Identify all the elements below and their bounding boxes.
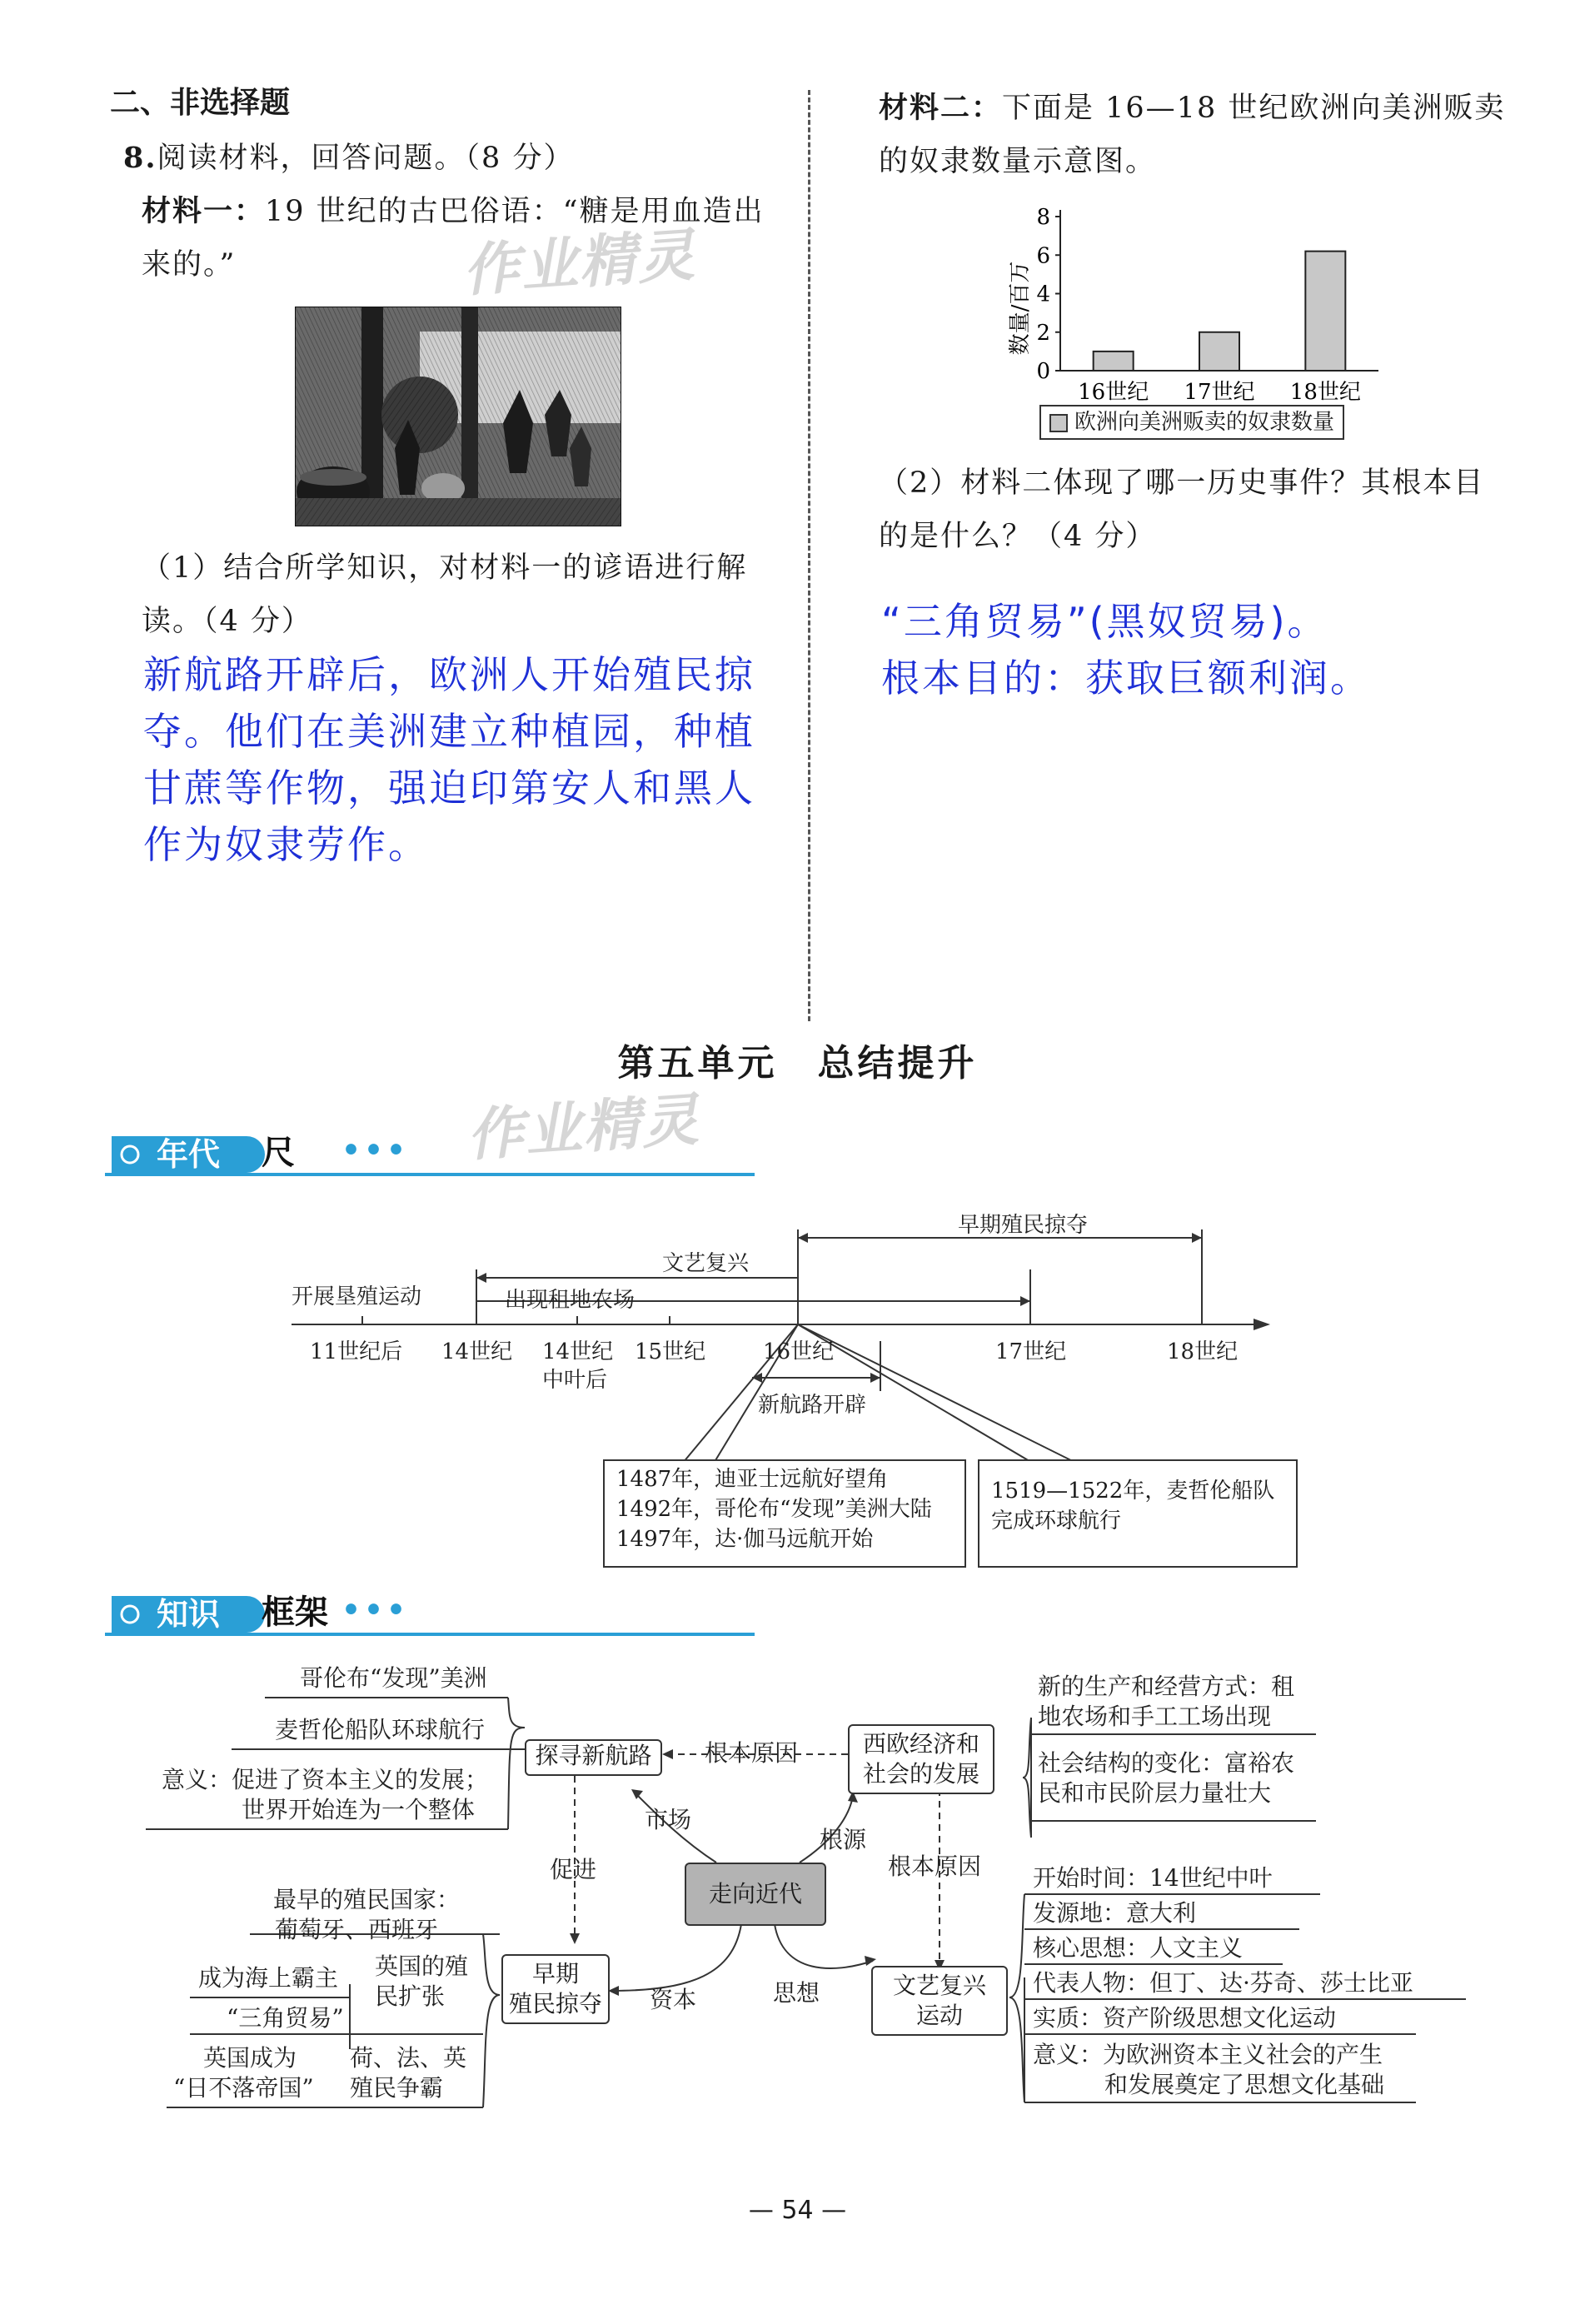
bar	[1094, 352, 1134, 371]
header-dots-icon: •••	[341, 1133, 410, 1168]
unit-title: 第五单元 总结提升	[617, 1042, 978, 1085]
axis-label: 14世纪	[441, 1339, 513, 1364]
leftTop-item: 意义：促进了资本主义的发展；	[162, 1766, 489, 1793]
leftBottom-item: 英国的殖	[375, 1952, 469, 1980]
sub-question-2-line2: 的是什么？（4 分）	[879, 520, 1157, 553]
sub-question-2-line1: （2）材料二体现了哪一历史事件？其根本目	[879, 466, 1485, 500]
bar	[1199, 332, 1239, 371]
mindmap-tab-suffix: 框架	[262, 1593, 328, 1632]
magellan-box	[978, 1459, 1298, 1568]
timeline-tab-label: 年代	[157, 1136, 221, 1173]
axis-label: 14世纪	[542, 1339, 614, 1364]
rightBottom-item: 意义：为欧洲资本主义社会的产生	[1033, 2041, 1383, 2068]
voyages-box	[603, 1459, 966, 1568]
y-tick-label: 2	[1036, 320, 1050, 346]
magellan-item: 1519—1522年，麦哲伦船队	[991, 1479, 1275, 1504]
question-text: 阅读材料，回答问题。（8 分）	[157, 142, 575, 175]
page-number: — 54 —	[748, 2196, 847, 2225]
leftTop-item: 世界开始连为一个整体	[242, 1796, 476, 1823]
answer-2-line: 根本目的：获取巨额利润。	[881, 656, 1371, 701]
node-line: 早期	[531, 1960, 579, 1987]
x-tick-label: 16世纪	[1078, 380, 1149, 405]
material2-line2: 的奴隶数量示意图。	[879, 145, 1157, 178]
voyage-item: 1492年，哥伦布“发现”美洲大陆	[616, 1497, 932, 1522]
leftBottom-item: “三角贸易”	[227, 2004, 344, 2032]
rightBottom-item: 和发展奠定了思想文化基础	[1104, 2071, 1385, 2098]
rightBottom-item: 实质：资产阶级思想文化运动	[1033, 2004, 1337, 2032]
sub-question-1-line1: （1）结合所学知识，对材料一的谚语进行解	[142, 551, 748, 585]
axis-label: 18世纪	[1167, 1339, 1239, 1364]
leftBottom-item: 成为海上霸主	[198, 1964, 339, 1992]
rightBottom-item: 代表人物：但丁、达·芬奇、莎士比亚	[1033, 1969, 1413, 1997]
answer-1-line: 夺。他们在美洲建立种植园，种植	[143, 709, 755, 754]
mindmap-section-header	[105, 1589, 755, 1639]
node-early-plunder	[501, 1954, 610, 2024]
edge-label-market: 市场	[645, 1806, 692, 1833]
rightBottom-item: 开始时间：14世纪中叶	[1033, 1864, 1273, 1892]
question-stem	[123, 132, 574, 185]
leftTop-item: 哥伦布“发现”美洲	[300, 1664, 487, 1692]
leftBottom-item: 英国成为	[203, 2044, 297, 2072]
timeline-tab-suffix: 尺	[262, 1134, 295, 1172]
bar	[1305, 252, 1345, 371]
node-renaissance	[871, 1966, 1008, 2036]
watermark: 作业精灵	[461, 222, 698, 305]
header-dots-icon: •••	[341, 1593, 410, 1628]
y-tick-label: 8	[1036, 205, 1050, 230]
leftTop-item: 麦哲伦船队环球航行	[275, 1716, 486, 1743]
node-line: 文艺复兴	[892, 1972, 986, 1999]
x-tick-label: 17世纪	[1184, 380, 1255, 405]
material2-line1	[879, 82, 1505, 135]
rightBottom-item: 发源地：意大利	[1033, 1899, 1197, 1927]
sub-question-1-line2: 读。（4 分）	[142, 605, 312, 638]
rightBottom-item: 核心思想：人文主义	[1033, 1934, 1244, 1962]
material2-label: 材料二：	[879, 92, 1003, 125]
axis-label: 15世纪	[635, 1339, 706, 1364]
answer-2-line: “三角贸易”(黑奴贸易)。	[881, 599, 1328, 644]
legend-label: 欧洲向美洲贩卖的奴隶数量	[1074, 410, 1335, 435]
voyage-item: 1497年，达·伽马远航开始	[616, 1527, 874, 1552]
edge-label-root-cause: 根本原因	[705, 1739, 799, 1767]
y-tick-label: 0	[1036, 359, 1050, 384]
magellan-item: 完成环球航行	[991, 1509, 1122, 1534]
material1-text: 19 世纪的古巴俗语：“糖是用血造出	[265, 195, 765, 228]
node-line: 运动	[915, 2002, 963, 2029]
material1-line2: 来的。”	[142, 248, 237, 282]
question-number: 8.	[123, 141, 157, 175]
node-center: 走向近代	[685, 1863, 826, 1926]
material1-label: 材料一：	[142, 195, 266, 228]
y-tick-label: 4	[1036, 282, 1050, 307]
leftBottom-item: “日不落帝国”	[173, 2074, 314, 2102]
answer-1-line: 作为奴隶劳作。	[143, 822, 429, 867]
leftBottom-item: 最早的殖民国家：	[273, 1886, 461, 1913]
axis-label: 中叶后	[542, 1368, 608, 1393]
edge-label-promote: 促进	[550, 1856, 597, 1883]
rightTop-item: 社会结构的变化：富裕农	[1038, 1749, 1295, 1777]
section-heading: 二、非选择题	[110, 86, 291, 120]
edge-label-source: 根源	[820, 1826, 867, 1853]
answer-1	[143, 646, 755, 873]
rightTop-item: 民和市民阶层力量壮大	[1038, 1779, 1272, 1807]
voyage-item: 1487年，迪亚士远航好望角	[616, 1467, 889, 1492]
answer-1-line: 新航路开辟后，欧洲人开始殖民掠	[143, 652, 755, 697]
axis-label: 11世纪后	[310, 1339, 403, 1364]
span-plunder-label: 早期殖民掠夺	[958, 1213, 1089, 1238]
rightTop-item: 新的生产和经营方式：租	[1038, 1673, 1295, 1700]
edge-label-capital: 资本	[650, 1986, 697, 2013]
rightTop-item: 地农场和手工工场出现	[1038, 1703, 1272, 1730]
edge-label-thought: 思想	[773, 1979, 820, 2007]
material2-text: 下面是 16—18 世纪欧洲向美洲贩卖	[1002, 92, 1506, 125]
node-line: 西欧经济和	[862, 1730, 979, 1758]
timeline-section-header	[105, 1130, 755, 1179]
watermark: 作业精灵	[465, 1087, 702, 1169]
leftBottom-item: 殖民争霸	[350, 2074, 444, 2102]
node-western-europe	[848, 1724, 994, 1794]
y-tick-label: 6	[1036, 243, 1050, 269]
y-axis-label: 数量/百万	[1008, 261, 1033, 356]
leftBottom-item: 荷、法、英	[350, 2044, 467, 2072]
edge-label-root-cause2: 根本原因	[888, 1853, 982, 1880]
node-line: 殖民掠夺	[508, 1990, 602, 2017]
history-timeline	[283, 1199, 1283, 1583]
axis-label: 17世纪	[995, 1339, 1067, 1364]
node-new-routes: 探寻新航路	[525, 1739, 662, 1776]
span-rent-farms-label: 出现租地农场	[505, 1288, 636, 1313]
span-reclamation-label: 开展垦殖运动	[292, 1284, 422, 1309]
answer-1-line: 甘蔗等作物，强迫印第安人和黑人	[143, 766, 755, 810]
legend-swatch-icon	[1049, 414, 1068, 432]
sugar-plantation-engraving	[295, 307, 621, 526]
chart-legend	[1039, 405, 1344, 440]
mindmap-tab-label: 知识	[157, 1596, 221, 1633]
node-line: 社会的发展	[862, 1760, 979, 1788]
column-divider	[808, 90, 810, 1021]
x-tick-label: 18世纪	[1289, 380, 1361, 405]
span-renaissance-label: 文艺复兴	[662, 1251, 750, 1276]
span-new-routes-label: 新航路开辟	[758, 1393, 867, 1418]
leftBottom-item: 葡萄牙、西班牙	[275, 1916, 439, 1943]
leftBottom-item: 民扩张	[375, 1982, 446, 2010]
knowledge-mindmap	[0, 1658, 1595, 2141]
answer-2	[881, 593, 1371, 706]
axis-label: 16世纪	[763, 1339, 835, 1364]
